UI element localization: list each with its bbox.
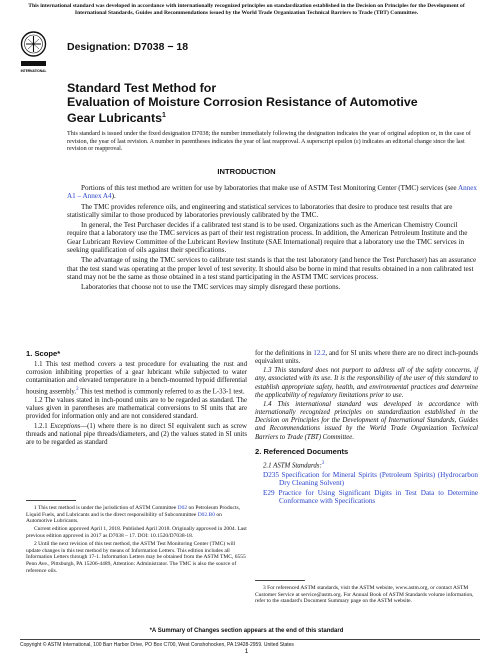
footnote-2: 2 Until the next revision of this test method, the ASTM Test Monitoring Center (TMC) will update changes in this test method by means of Information Letters. This edition includes all Information Letters through 17-1. Information Letters may be obtained from the ASTM TMC, 6555 Penn Ave., Pittsburgh, PA 15206-4489, Attention: Administrator. The TMC is also the source of reference oils. bbox=[26, 541, 246, 574]
footnote-2-marker[interactable]: 2 bbox=[76, 386, 79, 392]
footnote-rule bbox=[255, 580, 305, 581]
reference-code-link[interactable]: E29 bbox=[263, 488, 275, 497]
astm-standards-label: 2.1 ASTM Standards:$^3$ bbox=[263, 460, 325, 470]
intro-paragraph: In general, the Test Purchaser decides if a calibrated test stand is to be used. Organizations such as the American Chemistry Council require that a laboratory use the TMC services as part of their test registration process. In addition, the American Petroleum Institute and the Gear Lubricant Review Committee of the Lubricant Review Institute (SAE International) require that a laboratory use the TMC services in seeking qualification of oils against their specifications. bbox=[67, 221, 468, 255]
scope-1-4: 1.4 This international standard was developed in accordance with internationally recognized principles on standardization established in the Decision on Principles for the Development of International Standards, Guides and Recommendations issued by the World Trade Organization Technical Barriers to Trade (TBT) Committee. bbox=[255, 400, 478, 441]
reference-title-link[interactable]: Specification for Mineral Spirits (Petroleum Spirits) (Hydrocarbon Dry Cleaning Solvent) bbox=[279, 471, 479, 488]
title-line-1: Standard Test Method for bbox=[67, 81, 217, 95]
footnotes-left bbox=[26, 500, 247, 576]
introduction-heading: INTRODUCTION bbox=[217, 167, 276, 176]
committee-link[interactable]: D02 bbox=[177, 505, 188, 511]
subcommittee-link[interactable]: D02.B0 bbox=[197, 511, 215, 518]
title-line-2: Evaluation of Moisture Corrosion Resistance of Automotive bbox=[67, 94, 418, 109]
introduction-body bbox=[67, 184, 479, 293]
footnote-3-marker[interactable]: 3 bbox=[321, 460, 325, 466]
reference-title-link[interactable]: Practice for Using Significant Digits in Test Data to Determine Conformance with Specifications bbox=[278, 488, 479, 505]
logo-text: INTERNATIONAL bbox=[20, 69, 47, 73]
footnote-1-edition: Current edition approved April 1, 2018. Published April 2018. Originally approved in 2004. Last previous edition approved in 2017 as D7038 – 17. DOI: 10.1520/D7038-18. bbox=[26, 526, 247, 539]
title-footnote-marker[interactable]: 1 bbox=[162, 112, 166, 120]
footnote-rule bbox=[26, 500, 76, 501]
scope-heading: 1. Scope* bbox=[26, 349, 61, 358]
scope-1-2: 1.2 The values stated in inch-pound units are to be regarded as standard. The values given in parentheses are mathematical conversions to SI units that are provided for information only and are not considered standard. bbox=[26, 397, 247, 421]
reference-code-link[interactable]: D235 bbox=[263, 471, 279, 480]
scope-continuation: for the definitions in 12.2, and for SI units where there are no direct inch-pounds equivalent units. bbox=[255, 350, 479, 366]
scope-1-3: 1.3 This standard does not purport to address all of the safety concerns, if any, associated with its use. It is the responsibility of the user of this standard to establish appropriate safety, health, and environmental practices and determine the applicability of regulatory limitations prior to use. bbox=[255, 367, 478, 399]
document-title bbox=[67, 82, 467, 126]
reference-list bbox=[255, 460, 478, 505]
scope-1-1: 1.1 This test method covers a test procedure for evaluating the rust and corrosion inhibiting properties of a gear lubricant while subjected to water contamination and elevated temperature in a bench-mounted hypoid differential housing assembly.$^2$ This test method is commonly referred to as the L-33-1 test. bbox=[26, 361, 247, 395]
title-line-3: Gear Lubricants bbox=[67, 111, 163, 126]
copyright-notice: Copyright © ASTM International, 100 Barr Harbor Drive, PO Box C700, West Conshohocken, PA 19428-2959. United States bbox=[20, 639, 480, 648]
reference-item bbox=[255, 489, 478, 505]
standard-issuance-note: This standard is issued under the fixed designation D7038; the number immediately following the designation indicates the year of original adoption or, in the case of revision, the year of last revision. A number in parentheses indicates the year of last reapproval. A superscript epsilon (ε) indicates an editorial change since the last revision or reapproval. bbox=[67, 131, 471, 153]
scope-1-2-1: 1.2.1 Exceptions—(1) where there is no direct SI equivalent such as screw threads and national pipe threads/diameters, and (2) the values stated in SI units are to be regarded as standard bbox=[26, 422, 247, 446]
wto-notice: This international standard was developed in accordance with internationally recognized principles on standardization established in the Decision on Principles for the Development of International Standards, Guides and Recommendations issued by the World Trade Organization Technical Barriers to Trade (TBT) Committee. bbox=[28, 3, 465, 16]
page-number: 1 bbox=[244, 648, 249, 655]
annex-link[interactable]: Annex A1 – Annex A4 bbox=[67, 184, 477, 201]
reference-item bbox=[255, 471, 478, 487]
left-column bbox=[26, 350, 247, 448]
astm-logo bbox=[20, 31, 47, 75]
footnote-1: 1 This test method is under the jurisdiction of ASTM Committee D02 on Petroleum Products, Liquid Fuels, and Lubricants and is the direct responsibility of Subcommittee D02.B0 on Automotive Lubricants. bbox=[26, 505, 240, 525]
intro-paragraph: Laboratories that choose not to use the TMC services may simply disregard these portions. bbox=[81, 283, 341, 292]
referenced-documents-heading: 2. Referenced Documents bbox=[255, 446, 349, 456]
intro-paragraph: The advantage of using the TMC services to calibrate test stands is that the test laboratory (and hence the Test Purchaser) has an assurance that the test stand was operating at the proper level of test severity. It should also be borne in mind that results obtained in a non calibrated test stand may not be the same as those obtained in a test stand participating in the ASTM TMC services process. bbox=[67, 256, 477, 282]
designation: Designation: D7038 − 18 bbox=[67, 41, 189, 53]
intro-paragraph: Portions of this test method are written for use by laboratories that make use of ASTM Test Monitoring Center (TMC) services (see Annex A1 – Annex A4). bbox=[67, 184, 477, 201]
intro-paragraph: The TMC provides reference oils, and engineering and statistical services to laboratories that desire to produce test results that are statistically similar to those produced by laboratories previously calibrated by the TMC. bbox=[67, 202, 453, 219]
right-column bbox=[255, 350, 478, 506]
footnote-3: 3 For referenced ASTM standards, visit the ASTM website, www.astm.org, or contact ASTM Customer Service at service@astm.org. For Annual Book of ASTM Standards volume information, refer to the standard's Document Summary page on the ASTM website. bbox=[255, 585, 474, 605]
section-12-2-link[interactable]: 12.2 bbox=[313, 350, 326, 357]
summary-of-changes-note: *A Summary of Changes section appears at the end of this standard bbox=[149, 628, 344, 634]
footnotes-right bbox=[255, 580, 478, 606]
